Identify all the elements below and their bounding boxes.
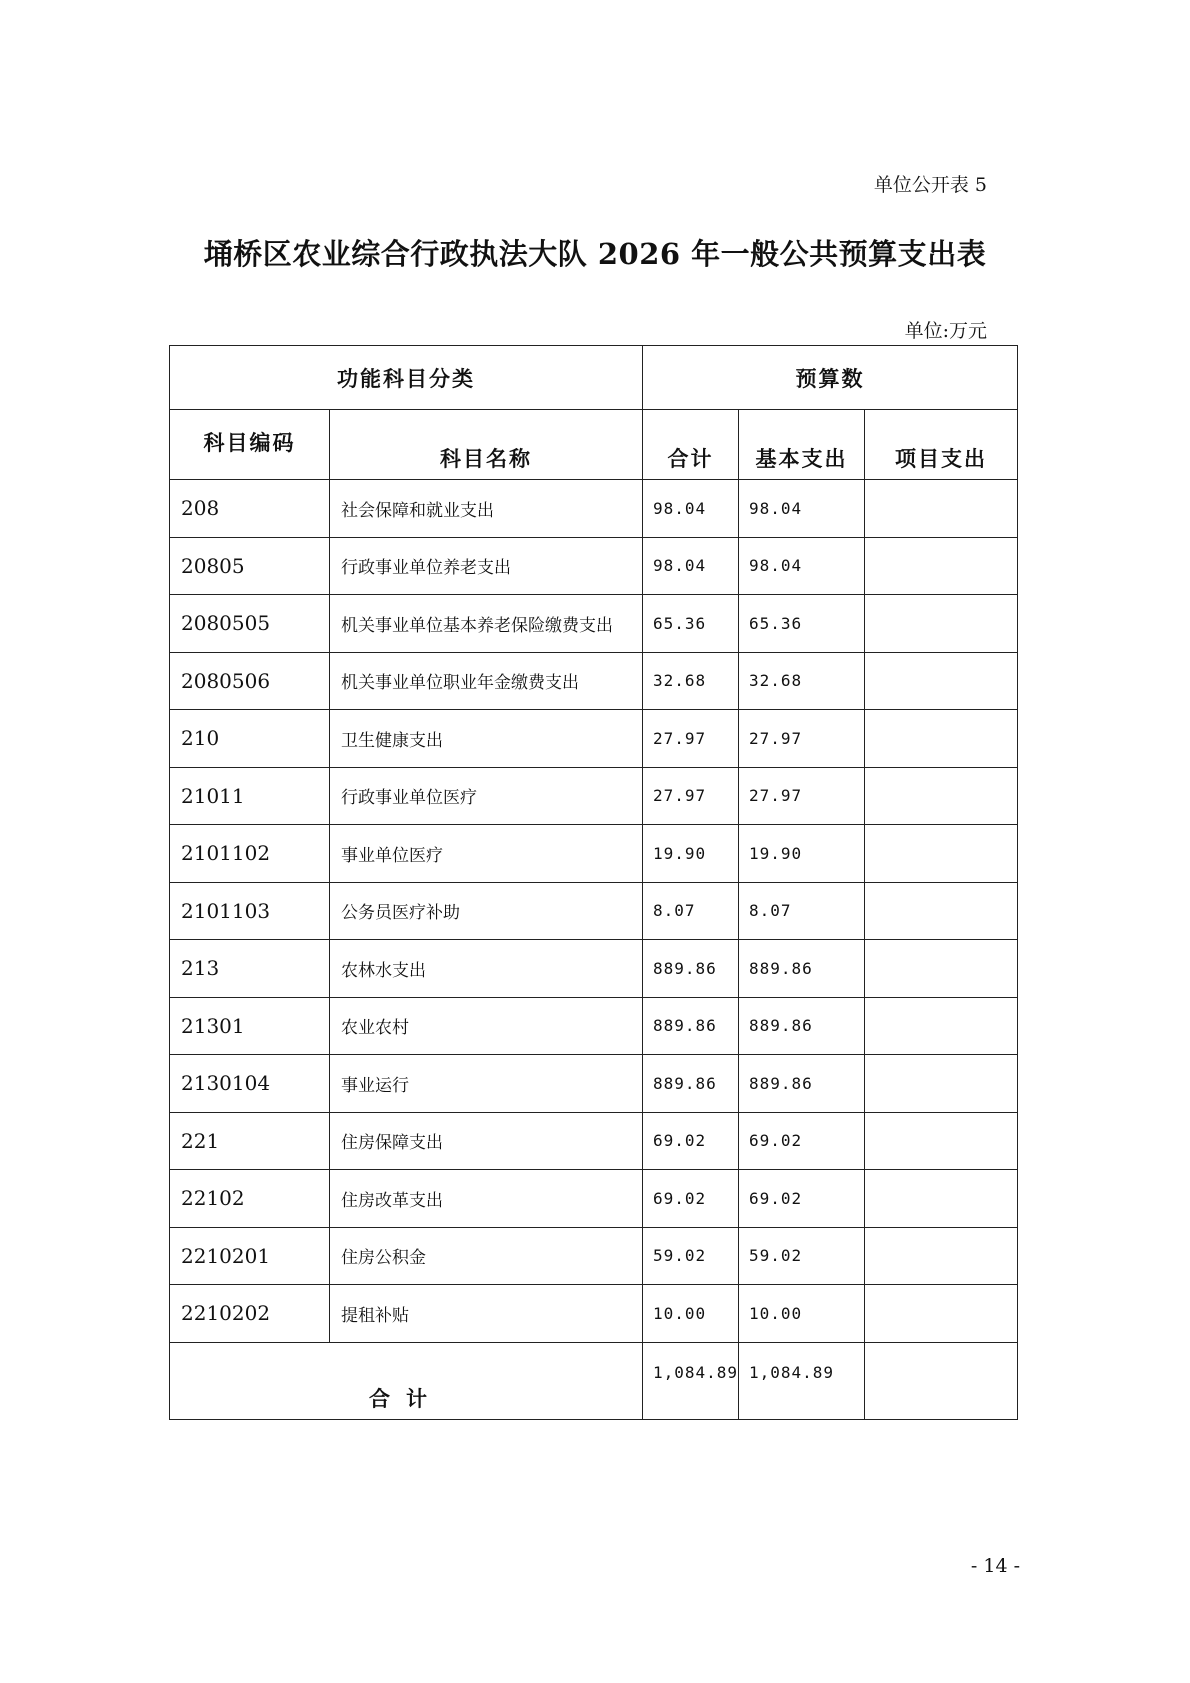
row-name: 事业单位医疗 (330, 825, 643, 883)
row-basic: 27.97 (739, 767, 865, 825)
row-project (865, 997, 1018, 1055)
row-total: 889.86 (643, 1055, 739, 1113)
row-code: 22102 (170, 1170, 330, 1228)
row-basic: 69.02 (739, 1170, 865, 1228)
row-name: 卫生健康支出 (330, 710, 643, 768)
header-basic: 基本支出 (739, 410, 865, 480)
row-project (865, 825, 1018, 883)
row-name: 住房保障支出 (330, 1112, 643, 1170)
table-row (170, 537, 1018, 595)
row-project (865, 1285, 1018, 1343)
row-total: 69.02 (643, 1112, 739, 1170)
row-total: 889.86 (643, 997, 739, 1055)
header-function-category: 功能科目分类 (170, 346, 643, 410)
unit-label: 单位:万元 (904, 320, 987, 342)
row-project (865, 882, 1018, 940)
row-name: 农业农村 (330, 997, 643, 1055)
row-basic: 69.02 (739, 1112, 865, 1170)
table-row (170, 1112, 1018, 1170)
row-basic: 98.04 (739, 537, 865, 595)
row-total: 19.90 (643, 825, 739, 883)
row-code: 210 (170, 710, 330, 768)
total-project (865, 1342, 1018, 1419)
row-project (865, 595, 1018, 653)
row-basic: 65.36 (739, 595, 865, 653)
form-number: 单位公开表 5 (873, 174, 987, 196)
row-total: 27.97 (643, 767, 739, 825)
row-name: 公务员医疗补助 (330, 882, 643, 940)
row-basic: 889.86 (739, 940, 865, 998)
table-row (170, 767, 1018, 825)
row-project (865, 1055, 1018, 1113)
row-code: 21011 (170, 767, 330, 825)
header-name: 科目名称 (330, 410, 643, 480)
row-project (865, 710, 1018, 768)
row-project (865, 940, 1018, 998)
row-project (865, 767, 1018, 825)
row-code: 20805 (170, 537, 330, 595)
total-row (170, 1342, 1018, 1419)
row-total: 98.04 (643, 480, 739, 538)
row-name: 事业运行 (330, 1055, 643, 1113)
table-row (170, 825, 1018, 883)
row-code: 2080506 (170, 652, 330, 710)
row-name: 机关事业单位基本养老保险缴费支出 (330, 595, 643, 653)
page-number: - 14 - (970, 1555, 1020, 1577)
table-row (170, 652, 1018, 710)
row-project (865, 652, 1018, 710)
row-basic: 59.02 (739, 1227, 865, 1285)
table-row (170, 710, 1018, 768)
row-name: 社会保障和就业支出 (330, 480, 643, 538)
row-basic: 27.97 (739, 710, 865, 768)
table-row (170, 940, 1018, 998)
row-total: 32.68 (643, 652, 739, 710)
row-code: 2080505 (170, 595, 330, 653)
row-code: 2130104 (170, 1055, 330, 1113)
row-total: 98.04 (643, 537, 739, 595)
row-project (865, 1170, 1018, 1228)
header-code: 科目编码 (170, 410, 330, 480)
table-row (170, 997, 1018, 1055)
total-sum: 1,084.89 (643, 1342, 739, 1419)
row-code: 21301 (170, 997, 330, 1055)
row-code: 213 (170, 940, 330, 998)
row-name: 住房改革支出 (330, 1170, 643, 1228)
table-row (170, 595, 1018, 653)
row-name: 行政事业单位医疗 (330, 767, 643, 825)
row-code: 2101102 (170, 825, 330, 883)
row-total: 10.00 (643, 1285, 739, 1343)
row-basic: 889.86 (739, 997, 865, 1055)
row-name: 农林水支出 (330, 940, 643, 998)
budget-table (169, 345, 1018, 1420)
table-row (170, 1227, 1018, 1285)
page-title: 埇桥区农业综合行政执法大队 2026 年一般公共预算支出表 (203, 237, 987, 271)
header-total: 合计 (643, 410, 739, 480)
total-basic: 1,084.89 (739, 1342, 865, 1419)
row-total: 8.07 (643, 882, 739, 940)
row-basic: 889.86 (739, 1055, 865, 1113)
row-project (865, 1227, 1018, 1285)
table-row (170, 882, 1018, 940)
row-total: 59.02 (643, 1227, 739, 1285)
row-basic: 32.68 (739, 652, 865, 710)
row-name: 行政事业单位养老支出 (330, 537, 643, 595)
table-row (170, 1170, 1018, 1228)
row-project (865, 537, 1018, 595)
row-code: 2210202 (170, 1285, 330, 1343)
row-total: 69.02 (643, 1170, 739, 1228)
row-basic: 8.07 (739, 882, 865, 940)
row-code: 2210201 (170, 1227, 330, 1285)
row-total: 27.97 (643, 710, 739, 768)
row-basic: 98.04 (739, 480, 865, 538)
row-name: 住房公积金 (330, 1227, 643, 1285)
row-code: 2101103 (170, 882, 330, 940)
row-project (865, 1112, 1018, 1170)
header-project: 项目支出 (865, 410, 1018, 480)
row-code: 221 (170, 1112, 330, 1170)
row-name: 提租补贴 (330, 1285, 643, 1343)
row-project (865, 480, 1018, 538)
row-basic: 19.90 (739, 825, 865, 883)
header-budget: 预算数 (643, 346, 1018, 410)
row-code: 208 (170, 480, 330, 538)
row-total: 889.86 (643, 940, 739, 998)
total-label: 合计 (170, 1342, 643, 1419)
table-row (170, 1055, 1018, 1113)
table-row (170, 1285, 1018, 1343)
row-total: 65.36 (643, 595, 739, 653)
table-row (170, 480, 1018, 538)
row-basic: 10.00 (739, 1285, 865, 1343)
row-name: 机关事业单位职业年金缴费支出 (330, 652, 643, 710)
